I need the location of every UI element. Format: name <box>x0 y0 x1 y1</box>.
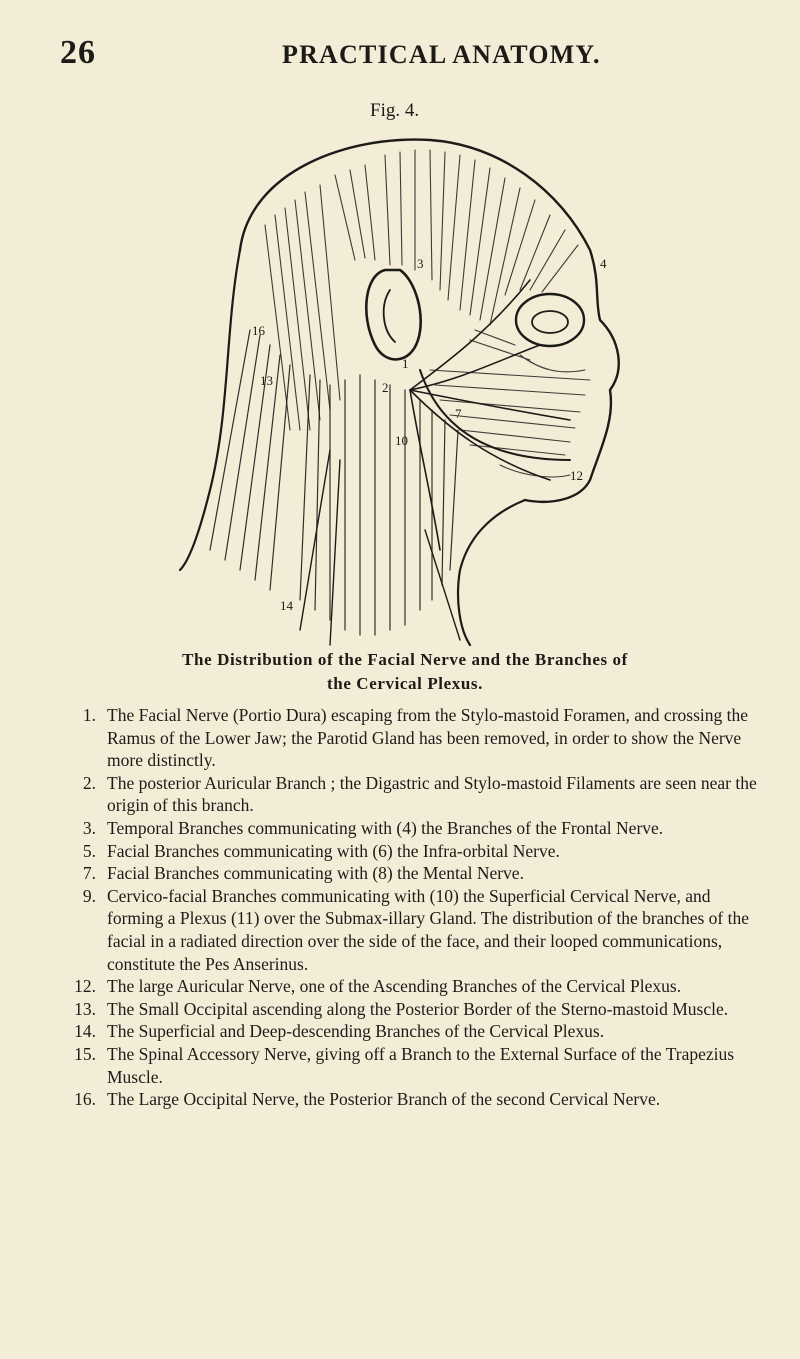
list-item: 12. The large Auricular Nerve, one of the Ascending Branches of the Cervical Plexus. <box>74 976 682 997</box>
anatomical-illustration <box>170 130 640 650</box>
list-item: 14. The Superficial and Deep-descending Branches of the Cervical Plexus. <box>74 1021 605 1042</box>
neck-front-outline <box>458 500 525 645</box>
list-item: 13. The Small Occipital ascending along the Posterior Border of the Sterno-mastoid Muscle. <box>74 998 729 1019</box>
orbit-shape <box>516 294 584 346</box>
list-item: 3. Temporal Branches communicating with (4) the Branches of the Frontal Nerve. <box>82 817 664 838</box>
callout-14: 14 <box>280 598 293 613</box>
callout-10: 10 <box>395 433 408 448</box>
callout-3: 3 <box>417 256 424 271</box>
callout-7: 7 <box>455 406 462 421</box>
callout-2: 2 <box>382 380 389 395</box>
list-item: 7. Facial Branches communicating with (8) the Mental Nerve. <box>82 863 524 884</box>
callout-13: 13 <box>260 373 273 388</box>
figure-label: Fig. 4. <box>370 100 420 121</box>
caption-line-2: the Cervical Plexus. <box>327 674 483 693</box>
figure-caption <box>60 648 750 696</box>
list-item: 15. The Spinal Accessory Nerve, giving off a Branch to the External Surface of the Trapezius Muscle. <box>74 1043 735 1087</box>
list-item: 2. The posterior Auricular Branch ; the Digastric and Stylo-mastoid Filaments are seen near the origin of this branch. <box>82 772 757 816</box>
list-item: 1. The Facial Nerve (Portio Dura) escaping from the Stylo-mastoid Foramen, and crossing the Ramus of the Lower Jaw; the Parotid Gland has been removed, in order to show the Nerve more distinctly. <box>82 705 749 771</box>
list-item: 5. Facial Branches communicating with (6) the Infra-orbital Nerve. <box>82 840 560 861</box>
list-item: 16. The Large Occipital Nerve, the Posterior Branch of the second Cervical Nerve. <box>74 1089 661 1110</box>
callout-4: 4 <box>600 256 607 271</box>
caption-line-1: The Distribution of the Facial Nerve and the Branches of <box>182 650 628 669</box>
ear-shape <box>366 270 420 359</box>
jaw-outline <box>420 370 570 460</box>
callout-16: 16 <box>252 323 265 338</box>
callout-12: 12 <box>570 468 583 483</box>
list-item: 9. Cervico-facial Branches communicating with (10) the Superficial Cervical Nerve, and forming a Plexus (11) over the Submax-illary Gland. The distribution of the branches of the facial in a radiated direction over the side of the face, and their looped communications, constitute the Pes Anserinus. <box>82 885 750 974</box>
page-number: 26 <box>60 34 96 71</box>
legend-list <box>60 704 760 1111</box>
head-outline <box>240 140 619 502</box>
running-head: PRACTICAL ANATOMY. <box>282 40 601 69</box>
callout-1: 1 <box>402 356 409 371</box>
